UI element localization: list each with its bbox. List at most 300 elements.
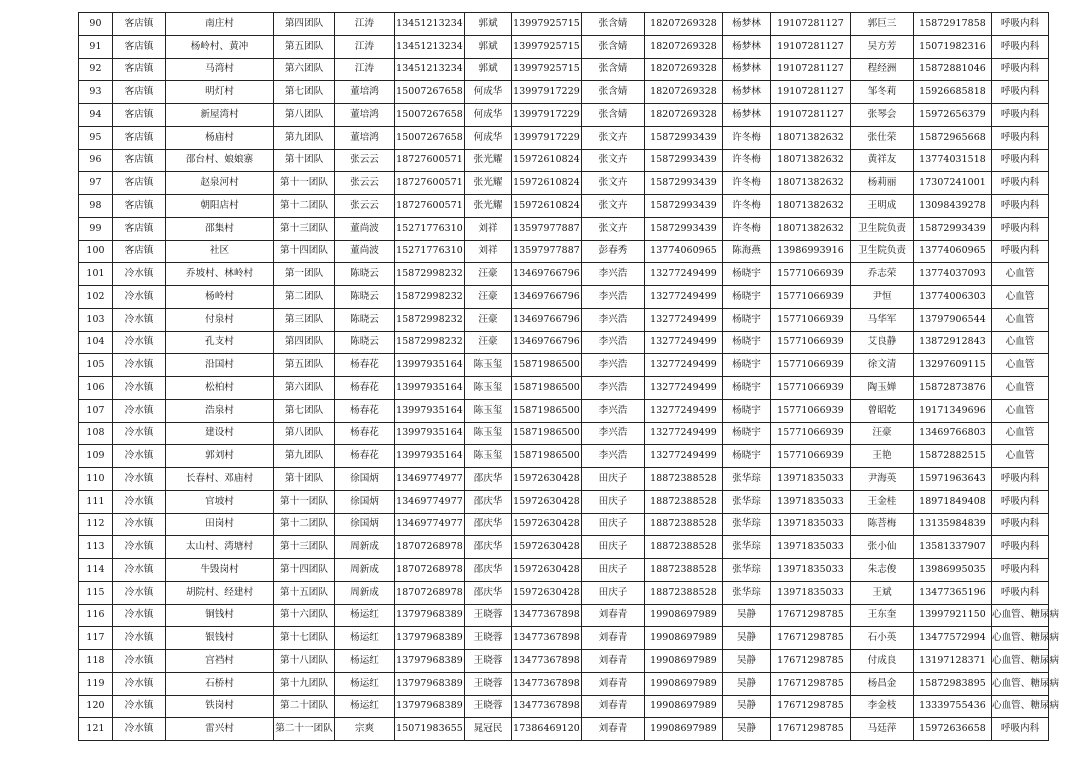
nurse-cell: 刘春青 xyxy=(582,718,645,741)
village-doctor-phone-cell: 13469766803 xyxy=(914,422,992,445)
village-doctor-phone-cell: 13581337907 xyxy=(914,536,992,559)
row-index-cell: 111 xyxy=(79,490,113,513)
village-doctor-cell: 尹海英 xyxy=(851,468,914,491)
team-leader-phone-cell: 18727600571 xyxy=(395,149,465,172)
specialty-cell: 呼吸内科 xyxy=(992,13,1049,36)
table-row xyxy=(79,308,1049,331)
village-doctor-phone-cell: 13997921150 xyxy=(914,604,992,627)
specialty-cell: 呼吸内科 xyxy=(992,126,1049,149)
team-leader-phone-cell: 13997935164 xyxy=(395,422,465,445)
public-health-cell: 杨晓宇 xyxy=(723,445,771,468)
team-leader-cell: 徐国炳 xyxy=(335,490,395,513)
team-leader-cell: 宗爽 xyxy=(335,718,395,741)
nurse-phone-cell: 19908697989 xyxy=(645,604,723,627)
public-health-cell: 杨晓宇 xyxy=(723,331,771,354)
table-row xyxy=(79,81,1049,104)
team-leader-cell: 杨运红 xyxy=(335,604,395,627)
nurse-phone-cell: 18207269328 xyxy=(645,58,723,81)
township-cell: 冷水镇 xyxy=(113,513,166,536)
team-cell: 第八团队 xyxy=(274,422,335,445)
village-doctor-cell: 马华军 xyxy=(851,308,914,331)
row-index-cell: 97 xyxy=(79,172,113,195)
village-cell: 松柏村 xyxy=(166,377,274,400)
specialty-cell: 心血管、糖尿病 xyxy=(992,604,1049,627)
village-doctor-phone-cell: 15872965668 xyxy=(914,126,992,149)
nurse-cell: 李兴浩 xyxy=(582,354,645,377)
row-index-cell: 100 xyxy=(79,240,113,263)
township-cell: 冷水镇 xyxy=(113,672,166,695)
doctor-phone-cell: 13997917229 xyxy=(512,104,582,127)
village-doctor-phone-cell: 15971963643 xyxy=(914,468,992,491)
township-cell: 客店镇 xyxy=(113,35,166,58)
public-health-cell: 杨梦林 xyxy=(723,104,771,127)
township-cell: 客店镇 xyxy=(113,81,166,104)
doctor-cell: 陈玉玺 xyxy=(465,377,512,400)
team-leader-cell: 陈晓云 xyxy=(335,263,395,286)
village-cell: 乔坡村、林岭村 xyxy=(166,263,274,286)
nurse-phone-cell: 15872993439 xyxy=(645,149,723,172)
village-doctor-cell: 马廷萍 xyxy=(851,718,914,741)
village-doctor-cell: 程经洲 xyxy=(851,58,914,81)
team-cell: 第十八团队 xyxy=(274,650,335,673)
team-leader-cell: 周新成 xyxy=(335,559,395,582)
township-cell: 客店镇 xyxy=(113,149,166,172)
specialty-cell: 心血管 xyxy=(992,354,1049,377)
village-cell: 太山村、湾塘村 xyxy=(166,536,274,559)
public-health-phone-cell: 19107281127 xyxy=(771,81,851,104)
team-leader-phone-cell: 13797968389 xyxy=(395,672,465,695)
row-index-cell: 108 xyxy=(79,422,113,445)
table-row xyxy=(79,195,1049,218)
nurse-cell: 张文卉 xyxy=(582,126,645,149)
public-health-phone-cell: 19107281127 xyxy=(771,13,851,36)
nurse-phone-cell: 18207269328 xyxy=(645,13,723,36)
doctor-cell: 邵庆华 xyxy=(465,536,512,559)
nurse-phone-cell: 13277249499 xyxy=(645,308,723,331)
row-index-cell: 118 xyxy=(79,650,113,673)
public-health-cell: 杨晓宇 xyxy=(723,422,771,445)
team-leader-phone-cell: 15007267658 xyxy=(395,126,465,149)
village-cell: 郭刘村 xyxy=(166,445,274,468)
village-doctor-cell: 张仕荣 xyxy=(851,126,914,149)
township-cell: 冷水镇 xyxy=(113,581,166,604)
township-cell: 客店镇 xyxy=(113,172,166,195)
public-health-phone-cell: 13971835033 xyxy=(771,536,851,559)
public-health-cell: 张华琮 xyxy=(723,490,771,513)
village-doctor-cell: 朱志俊 xyxy=(851,559,914,582)
public-health-phone-cell: 13971835033 xyxy=(771,559,851,582)
specialty-cell: 心血管 xyxy=(992,286,1049,309)
township-cell: 冷水镇 xyxy=(113,331,166,354)
doctor-cell: 王晓蓉 xyxy=(465,672,512,695)
public-health-phone-cell: 15771066939 xyxy=(771,354,851,377)
row-index-cell: 90 xyxy=(79,13,113,36)
team-cell: 第十九团队 xyxy=(274,672,335,695)
doctor-phone-cell: 15871986500 xyxy=(512,445,582,468)
doctor-cell: 王晓蓉 xyxy=(465,695,512,718)
team-cell: 第九团队 xyxy=(274,445,335,468)
doctor-phone-cell: 15972610824 xyxy=(512,149,582,172)
team-leader-phone-cell: 15007267658 xyxy=(395,81,465,104)
table-row xyxy=(79,331,1049,354)
team-leader-phone-cell: 13797968389 xyxy=(395,650,465,673)
doctor-phone-cell: 13997925715 xyxy=(512,58,582,81)
doctor-phone-cell: 15972630428 xyxy=(512,513,582,536)
team-leader-cell: 周新成 xyxy=(335,581,395,604)
team-leader-cell: 董培鸿 xyxy=(335,81,395,104)
village-cell: 社区 xyxy=(166,240,274,263)
doctor-cell: 王晓蓉 xyxy=(465,627,512,650)
row-index-cell: 107 xyxy=(79,399,113,422)
row-index-cell: 94 xyxy=(79,104,113,127)
team-leader-phone-cell: 15271776310 xyxy=(395,240,465,263)
nurse-cell: 李兴浩 xyxy=(582,308,645,331)
public-health-cell: 许冬梅 xyxy=(723,217,771,240)
nurse-phone-cell: 13277249499 xyxy=(645,331,723,354)
village-doctor-phone-cell: 17307241001 xyxy=(914,172,992,195)
nurse-phone-cell: 19908697989 xyxy=(645,718,723,741)
nurse-cell: 李兴浩 xyxy=(582,263,645,286)
nurse-phone-cell: 13277249499 xyxy=(645,445,723,468)
specialty-cell: 呼吸内科 xyxy=(992,240,1049,263)
team-leader-cell: 江涛 xyxy=(335,58,395,81)
public-health-phone-cell: 19107281127 xyxy=(771,104,851,127)
nurse-phone-cell: 18207269328 xyxy=(645,35,723,58)
township-cell: 客店镇 xyxy=(113,126,166,149)
nurse-cell: 刘春青 xyxy=(582,604,645,627)
team-cell: 第十七团队 xyxy=(274,627,335,650)
doctor-cell: 张光耀 xyxy=(465,195,512,218)
village-doctor-cell: 艾良静 xyxy=(851,331,914,354)
township-cell: 冷水镇 xyxy=(113,490,166,513)
township-cell: 冷水镇 xyxy=(113,468,166,491)
public-health-cell: 陈海燕 xyxy=(723,240,771,263)
township-cell: 冷水镇 xyxy=(113,377,166,400)
specialty-cell: 呼吸内科 xyxy=(992,172,1049,195)
village-doctor-phone-cell: 15872917858 xyxy=(914,13,992,36)
township-cell: 客店镇 xyxy=(113,13,166,36)
village-doctor-cell: 吴方芳 xyxy=(851,35,914,58)
public-health-cell: 张华琮 xyxy=(723,581,771,604)
team-leader-cell: 江涛 xyxy=(335,35,395,58)
table-row xyxy=(79,240,1049,263)
village-doctor-cell: 王金桂 xyxy=(851,490,914,513)
table-row xyxy=(79,35,1049,58)
team-cell: 第十四团队 xyxy=(274,240,335,263)
village-doctor-phone-cell: 19171349696 xyxy=(914,399,992,422)
village-doctor-cell: 卫生院负责 xyxy=(851,217,914,240)
village-cell: 孔支村 xyxy=(166,331,274,354)
village-cell: 杨岭村 xyxy=(166,286,274,309)
doctor-cell: 汪豪 xyxy=(465,263,512,286)
table-row xyxy=(79,695,1049,718)
nurse-phone-cell: 18207269328 xyxy=(645,81,723,104)
public-health-phone-cell: 18071382632 xyxy=(771,149,851,172)
public-health-cell: 许冬梅 xyxy=(723,172,771,195)
specialty-cell: 呼吸内科 xyxy=(992,195,1049,218)
village-cell: 杨岭村、黄冲 xyxy=(166,35,274,58)
row-index-cell: 114 xyxy=(79,559,113,582)
doctor-cell: 陈玉玺 xyxy=(465,354,512,377)
row-index-cell: 117 xyxy=(79,627,113,650)
table-row xyxy=(79,718,1049,741)
team-leader-phone-cell: 15872998232 xyxy=(395,331,465,354)
village-doctor-cell: 杨莉丽 xyxy=(851,172,914,195)
doctor-phone-cell: 13477367898 xyxy=(512,627,582,650)
doctor-cell: 陈玉玺 xyxy=(465,422,512,445)
table-row xyxy=(79,172,1049,195)
row-index-cell: 120 xyxy=(79,695,113,718)
team-leader-cell: 杨春花 xyxy=(335,354,395,377)
team-cell: 第六团队 xyxy=(274,58,335,81)
village-doctor-cell: 张小仙 xyxy=(851,536,914,559)
table-row xyxy=(79,126,1049,149)
nurse-phone-cell: 18207269328 xyxy=(645,104,723,127)
doctor-phone-cell: 15871986500 xyxy=(512,422,582,445)
row-index-cell: 121 xyxy=(79,718,113,741)
village-doctor-phone-cell: 13197128371 xyxy=(914,650,992,673)
row-index-cell: 103 xyxy=(79,308,113,331)
team-cell: 第十二团队 xyxy=(274,195,335,218)
specialty-cell: 呼吸内科 xyxy=(992,81,1049,104)
table-row xyxy=(79,513,1049,536)
team-leader-cell: 杨运红 xyxy=(335,650,395,673)
public-health-phone-cell: 19107281127 xyxy=(771,35,851,58)
doctor-cell: 刘祥 xyxy=(465,240,512,263)
village-doctor-cell: 杨昌金 xyxy=(851,672,914,695)
team-cell: 第四团队 xyxy=(274,331,335,354)
doctor-phone-cell: 13997925715 xyxy=(512,13,582,36)
doctor-phone-cell: 13597977887 xyxy=(512,217,582,240)
nurse-cell: 刘春青 xyxy=(582,672,645,695)
nurse-cell: 彭春秀 xyxy=(582,240,645,263)
doctor-phone-cell: 15871986500 xyxy=(512,399,582,422)
doctor-cell: 王晓蓉 xyxy=(465,604,512,627)
village-doctor-phone-cell: 15972656379 xyxy=(914,104,992,127)
specialty-cell: 心血管 xyxy=(992,331,1049,354)
nurse-phone-cell: 19908697989 xyxy=(645,672,723,695)
public-health-cell: 杨晓宇 xyxy=(723,354,771,377)
doctor-phone-cell: 15972630428 xyxy=(512,559,582,582)
team-leader-phone-cell: 13797968389 xyxy=(395,695,465,718)
doctor-cell: 陈玉玺 xyxy=(465,445,512,468)
team-leader-phone-cell: 15872998232 xyxy=(395,263,465,286)
village-doctor-phone-cell: 13477365196 xyxy=(914,581,992,604)
table-row xyxy=(79,13,1049,36)
nurse-cell: 李兴浩 xyxy=(582,377,645,400)
doctor-cell: 郭斌 xyxy=(465,35,512,58)
team-cell: 第十团队 xyxy=(274,149,335,172)
township-cell: 客店镇 xyxy=(113,58,166,81)
nurse-cell: 李兴浩 xyxy=(582,399,645,422)
team-leader-phone-cell: 13469774977 xyxy=(395,468,465,491)
township-cell: 冷水镇 xyxy=(113,399,166,422)
team-leader-phone-cell: 18707268978 xyxy=(395,581,465,604)
doctor-phone-cell: 13469766796 xyxy=(512,286,582,309)
team-leader-phone-cell: 18707268978 xyxy=(395,559,465,582)
village-cell: 雷兴村 xyxy=(166,718,274,741)
public-health-cell: 杨晓宇 xyxy=(723,286,771,309)
team-leader-cell: 徐国炳 xyxy=(335,513,395,536)
nurse-cell: 张文卉 xyxy=(582,172,645,195)
nurse-cell: 田庆子 xyxy=(582,468,645,491)
village-doctor-cell: 石小英 xyxy=(851,627,914,650)
village-doctor-cell: 王明成 xyxy=(851,195,914,218)
nurse-phone-cell: 15872993439 xyxy=(645,126,723,149)
table-row xyxy=(79,58,1049,81)
public-health-cell: 杨梦林 xyxy=(723,13,771,36)
row-index-cell: 112 xyxy=(79,513,113,536)
team-cell: 第一团队 xyxy=(274,263,335,286)
row-index-cell: 91 xyxy=(79,35,113,58)
specialty-cell: 心血管、糖尿病 xyxy=(992,672,1049,695)
public-health-cell: 杨晓宇 xyxy=(723,263,771,286)
team-leader-cell: 杨春花 xyxy=(335,445,395,468)
doctor-phone-cell: 13477367898 xyxy=(512,695,582,718)
doctor-cell: 王晓蓉 xyxy=(465,650,512,673)
village-doctor-phone-cell: 13297609115 xyxy=(914,354,992,377)
village-doctor-cell: 黄祥友 xyxy=(851,149,914,172)
nurse-phone-cell: 13277249499 xyxy=(645,399,723,422)
nurse-phone-cell: 18872388528 xyxy=(645,581,723,604)
township-cell: 冷水镇 xyxy=(113,286,166,309)
village-doctor-cell: 乔志荣 xyxy=(851,263,914,286)
row-index-cell: 98 xyxy=(79,195,113,218)
village-cell: 杨庙村 xyxy=(166,126,274,149)
village-doctor-cell: 卫生院负责 xyxy=(851,240,914,263)
row-index-cell: 106 xyxy=(79,377,113,400)
table-row xyxy=(79,354,1049,377)
table-row xyxy=(79,559,1049,582)
village-doctor-cell: 尹恒 xyxy=(851,286,914,309)
public-health-phone-cell: 17671298785 xyxy=(771,604,851,627)
township-cell: 冷水镇 xyxy=(113,718,166,741)
public-health-phone-cell: 17671298785 xyxy=(771,672,851,695)
village-cell: 浩泉村 xyxy=(166,399,274,422)
township-cell: 冷水镇 xyxy=(113,627,166,650)
township-cell: 客店镇 xyxy=(113,240,166,263)
team-leader-cell: 杨春花 xyxy=(335,377,395,400)
specialty-cell: 呼吸内科 xyxy=(992,581,1049,604)
nurse-phone-cell: 15872993439 xyxy=(645,172,723,195)
doctor-phone-cell: 13597977887 xyxy=(512,240,582,263)
public-health-phone-cell: 18071382632 xyxy=(771,126,851,149)
table-row xyxy=(79,377,1049,400)
table-row xyxy=(79,399,1049,422)
row-index-cell: 102 xyxy=(79,286,113,309)
doctor-team-table xyxy=(78,12,1060,741)
doctor-cell: 邵庆华 xyxy=(465,513,512,536)
specialty-cell: 呼吸内科 xyxy=(992,104,1049,127)
nurse-cell: 田庆子 xyxy=(582,559,645,582)
nurse-cell: 李兴浩 xyxy=(582,422,645,445)
doctor-cell: 刘祥 xyxy=(465,217,512,240)
doctor-cell: 张光耀 xyxy=(465,172,512,195)
village-cell: 长春村、邓庙村 xyxy=(166,468,274,491)
team-cell: 第十一团队 xyxy=(274,490,335,513)
team-leader-cell: 陈晓云 xyxy=(335,286,395,309)
village-cell: 宫裆村 xyxy=(166,650,274,673)
team-leader-cell: 杨春花 xyxy=(335,422,395,445)
row-index-cell: 101 xyxy=(79,263,113,286)
nurse-cell: 李兴浩 xyxy=(582,445,645,468)
team-leader-cell: 张云云 xyxy=(335,172,395,195)
township-cell: 客店镇 xyxy=(113,217,166,240)
public-health-phone-cell: 13971835033 xyxy=(771,581,851,604)
table-row xyxy=(79,149,1049,172)
nurse-phone-cell: 13774060965 xyxy=(645,240,723,263)
team-cell: 第十团队 xyxy=(274,468,335,491)
team-leader-phone-cell: 15071983655 xyxy=(395,718,465,741)
nurse-cell: 李兴浩 xyxy=(582,286,645,309)
village-doctor-cell: 陶玉婵 xyxy=(851,377,914,400)
row-index-cell: 96 xyxy=(79,149,113,172)
team-cell: 第八团队 xyxy=(274,104,335,127)
team-leader-phone-cell: 18727600571 xyxy=(395,195,465,218)
nurse-cell: 田庆子 xyxy=(582,581,645,604)
team-leader-phone-cell: 13469774977 xyxy=(395,490,465,513)
nurse-phone-cell: 18872388528 xyxy=(645,559,723,582)
team-cell: 第六团队 xyxy=(274,377,335,400)
table-row xyxy=(79,672,1049,695)
doctor-cell: 晁冠民 xyxy=(465,718,512,741)
team-leader-phone-cell: 13997935164 xyxy=(395,399,465,422)
township-cell: 冷水镇 xyxy=(113,604,166,627)
specialty-cell: 呼吸内科 xyxy=(992,559,1049,582)
village-doctor-phone-cell: 13774037093 xyxy=(914,263,992,286)
nurse-phone-cell: 18872388528 xyxy=(645,468,723,491)
public-health-cell: 许冬梅 xyxy=(723,149,771,172)
village-doctor-cell: 王斌 xyxy=(851,581,914,604)
doctor-cell: 张光耀 xyxy=(465,149,512,172)
table-row xyxy=(79,581,1049,604)
team-cell: 第七团队 xyxy=(274,81,335,104)
row-index-cell: 104 xyxy=(79,331,113,354)
nurse-cell: 张文卉 xyxy=(582,217,645,240)
nurse-cell: 田庆子 xyxy=(582,490,645,513)
doctor-cell: 汪豪 xyxy=(465,308,512,331)
village-cell: 马湾村 xyxy=(166,58,274,81)
doctor-phone-cell: 15871986500 xyxy=(512,377,582,400)
nurse-cell: 田庆子 xyxy=(582,536,645,559)
public-health-phone-cell: 13971835033 xyxy=(771,490,851,513)
team-cell: 第十五团队 xyxy=(274,581,335,604)
village-doctor-phone-cell: 13986995035 xyxy=(914,559,992,582)
row-index-cell: 119 xyxy=(79,672,113,695)
doctor-phone-cell: 15972610824 xyxy=(512,195,582,218)
village-doctor-cell: 汪豪 xyxy=(851,422,914,445)
public-health-cell: 杨梦林 xyxy=(723,81,771,104)
village-doctor-phone-cell: 13872912843 xyxy=(914,331,992,354)
nurse-phone-cell: 13277249499 xyxy=(645,354,723,377)
public-health-phone-cell: 17671298785 xyxy=(771,695,851,718)
village-doctor-phone-cell: 13774006303 xyxy=(914,286,992,309)
village-doctor-cell: 付成良 xyxy=(851,650,914,673)
public-health-phone-cell: 15771066939 xyxy=(771,308,851,331)
team-leader-cell: 徐国炳 xyxy=(335,468,395,491)
township-cell: 客店镇 xyxy=(113,195,166,218)
village-doctor-phone-cell: 15872881046 xyxy=(914,58,992,81)
nurse-cell: 刘春青 xyxy=(582,627,645,650)
village-doctor-cell: 徐文清 xyxy=(851,354,914,377)
nurse-phone-cell: 13277249499 xyxy=(645,422,723,445)
table-row xyxy=(79,468,1049,491)
specialty-cell: 呼吸内科 xyxy=(992,718,1049,741)
nurse-cell: 张含婧 xyxy=(582,13,645,36)
team-leader-cell: 陈晓云 xyxy=(335,331,395,354)
team-cell: 第二十团队 xyxy=(274,695,335,718)
public-health-phone-cell: 19107281127 xyxy=(771,58,851,81)
